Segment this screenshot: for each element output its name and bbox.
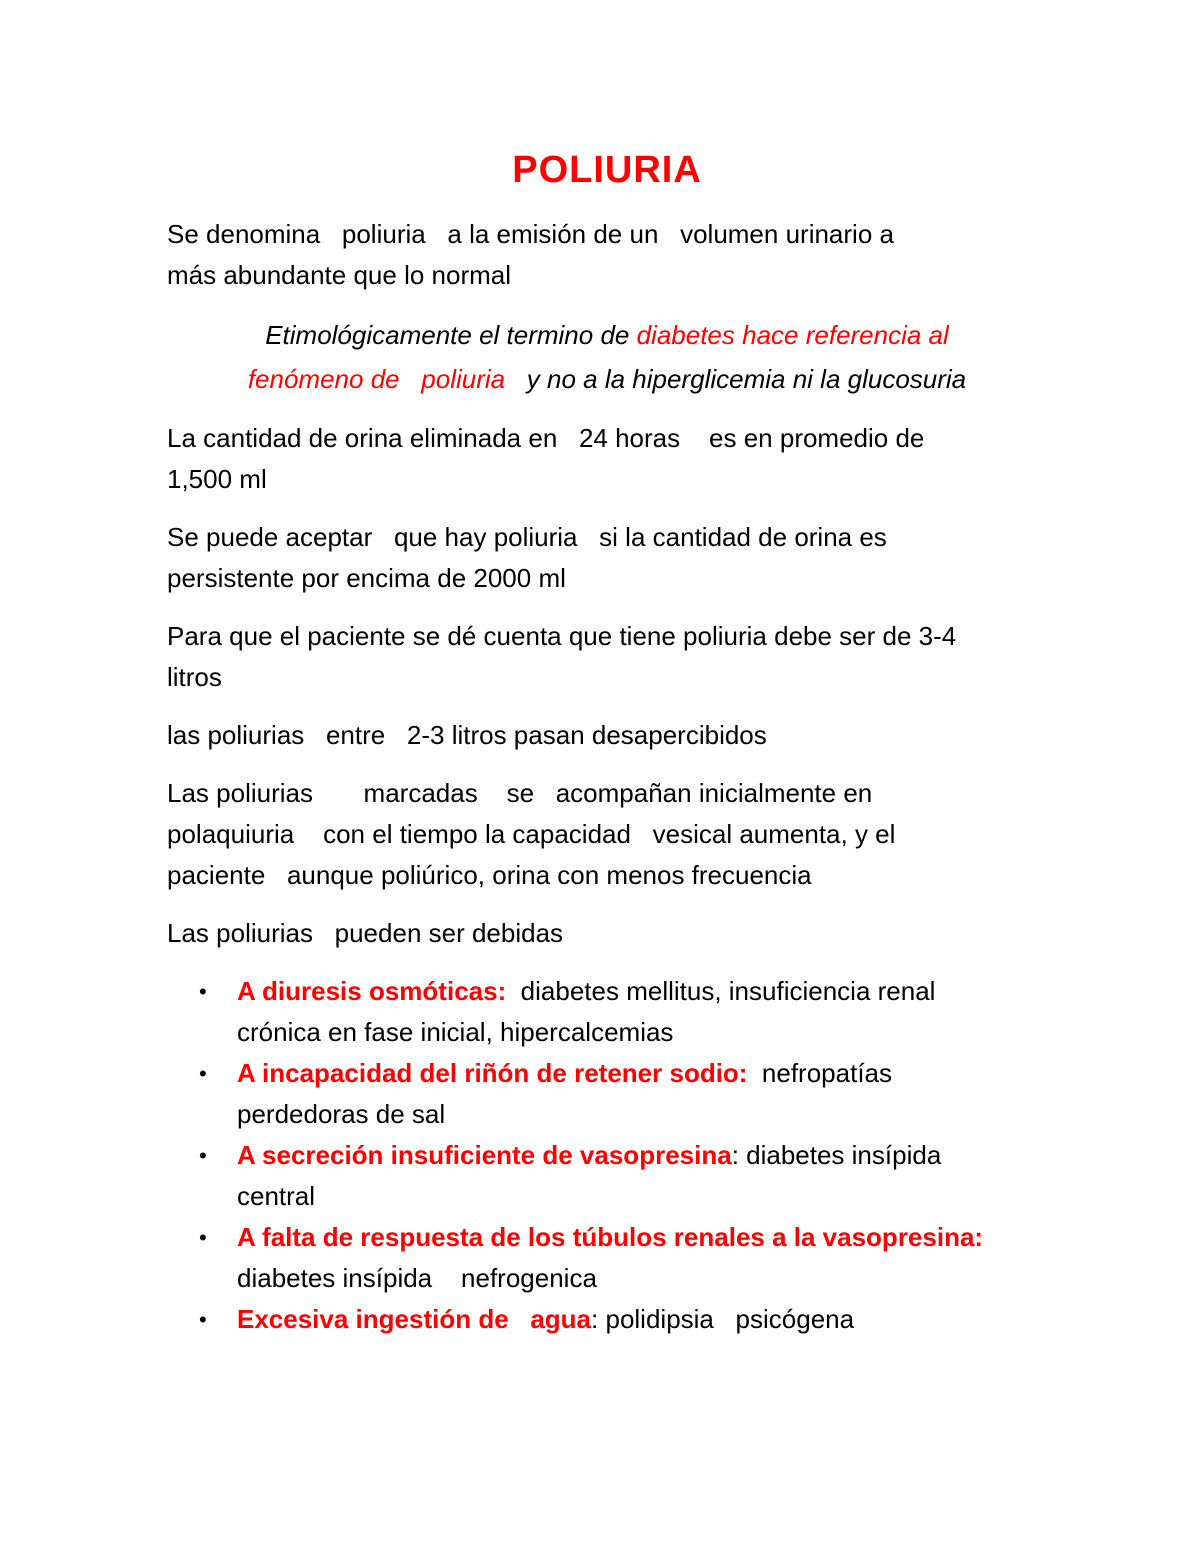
document-title: POLIURIA xyxy=(512,149,702,191)
cause-text: : diabetes insípida central xyxy=(237,1140,942,1211)
bullet-icon: • xyxy=(199,979,207,1004)
definition-paragraph: Se denomina poliuria a la emisión de un volumen urinario a más abundante que lo normal xyxy=(167,219,894,290)
list-item xyxy=(167,1299,1047,1340)
list-item xyxy=(167,1053,1047,1135)
cause-text: nefropatías perdedoras de sal xyxy=(237,1058,893,1129)
bullet-icon: • xyxy=(199,1061,207,1086)
etymology-text-start: Etimológicamente el termino de xyxy=(265,320,637,350)
unnoticed-paragraph: las poliurias entre 2-3 litros pasan desapercibidos xyxy=(167,720,767,750)
cause-title: A diuresis osmóticas: xyxy=(237,976,507,1006)
cause-text: : polidipsia psicógena xyxy=(591,1304,855,1334)
list-item xyxy=(167,971,1047,1053)
cause-text: diabetes mellitus, insuficiencia renal crónica en fase inicial, hipercalcemias xyxy=(237,976,936,1047)
cause-title: A secreción insuficiente de vasopresina xyxy=(237,1140,732,1170)
list-item xyxy=(167,1217,1047,1299)
marked-polyuria-paragraph: Las poliurias marcadas se acompañan inicialmente en polaquiuria con el tiempo la capacidad vesical aumenta, y el paciente aunque poliúrico, orina con menos frecuencia xyxy=(167,778,896,890)
patient-awareness-paragraph: Para que el paciente se dé cuenta que tiene poliuria debe ser de 3-4 litros xyxy=(167,621,957,692)
document-page xyxy=(167,140,1047,1340)
etymology-paragraph xyxy=(167,313,1047,401)
etymology-text-end: y no a la hiperglicemia ni la glucosuria xyxy=(505,364,967,394)
bullet-icon: • xyxy=(199,1225,207,1250)
bullet-icon: • xyxy=(199,1143,207,1168)
cause-title: A incapacidad del riñón de retener sodio: xyxy=(237,1058,748,1088)
causes-intro-paragraph: Las poliurias pueden ser debidas xyxy=(167,918,564,948)
cause-text: diabetes insípida nefrogenica xyxy=(237,1263,597,1293)
daily-volume-paragraph: La cantidad de orina eliminada en 24 horas es en promedio de 1,500 ml xyxy=(167,423,925,494)
cause-title: A falta de respuesta de los túbulos renales a la vasopresina: xyxy=(237,1222,984,1252)
bullet-icon: • xyxy=(199,1307,207,1332)
list-item xyxy=(167,1135,1047,1217)
causes-list xyxy=(167,971,1047,1340)
polyuria-threshold-paragraph: Se puede aceptar que hay poliuria si la cantidad de orina es persistente por encima de 2000 ml xyxy=(167,522,887,593)
cause-title: Excesiva ingestión de agua xyxy=(237,1304,592,1334)
etymology-text-highlight: diabetes hace referencia al fenómeno de poliuria xyxy=(247,320,949,394)
